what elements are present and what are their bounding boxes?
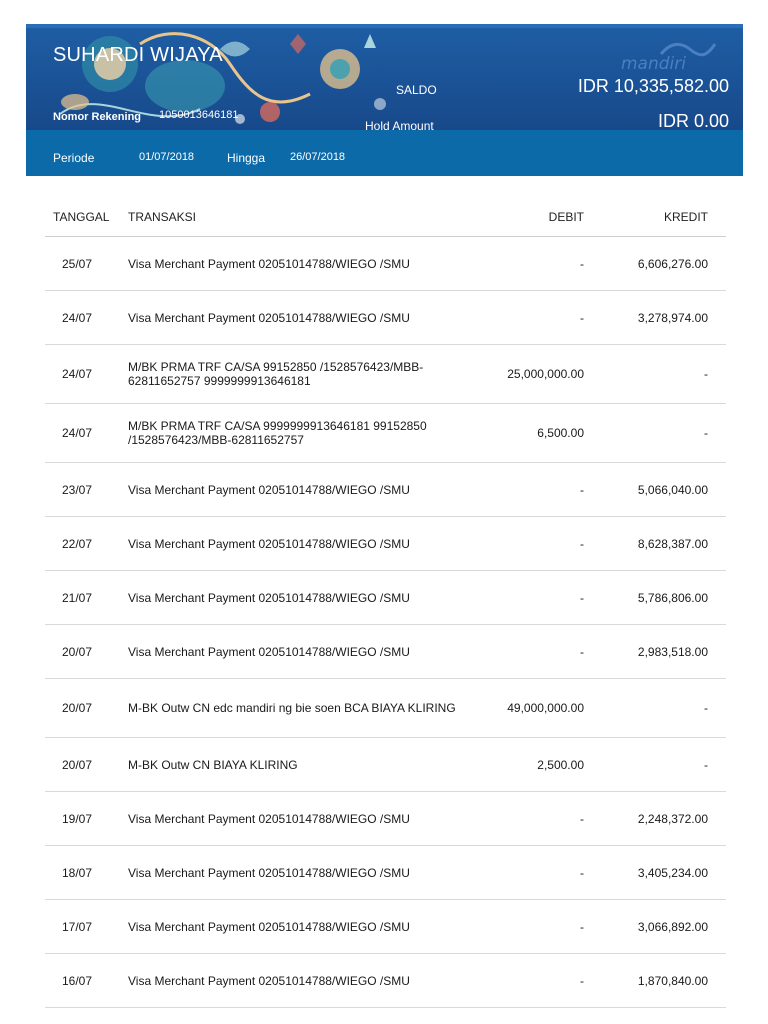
row-debit: -: [580, 590, 584, 605]
table-row: [45, 846, 726, 900]
table-row: [45, 404, 726, 463]
row-credit: -: [704, 757, 708, 772]
row-date: 20/07: [62, 757, 93, 772]
logo-text: mandiri: [621, 54, 686, 74]
table-row: [45, 237, 726, 291]
header-credit: KREDIT: [663, 210, 708, 224]
row-date: 17/07: [62, 919, 93, 934]
row-debit: -: [580, 256, 584, 271]
row-transaction: Visa Merchant Payment 02051014788/WIEGO /SMU: [128, 811, 410, 826]
row-date: 19/07: [62, 811, 93, 826]
row-credit: 1,870,840.00: [637, 973, 708, 988]
table-row: [45, 517, 726, 571]
row-transaction: Visa Merchant Payment 02051014788/WIEGO /SMU: [128, 310, 410, 325]
table-row: [45, 679, 726, 738]
row-date: 25/07: [62, 256, 93, 271]
row-date: 24/07: [62, 367, 93, 381]
row-date: 23/07: [62, 482, 93, 497]
row-credit: 3,278,974.00: [637, 310, 708, 325]
account-number-label: Nomor Rekening: [53, 111, 142, 123]
table-header: [45, 196, 726, 237]
row-debit: -: [580, 310, 584, 325]
account-holder-name: SUHARDI WIJAYA: [53, 44, 223, 66]
row-debit: -: [580, 811, 584, 826]
row-date: 20/07: [62, 644, 93, 659]
row-date: 24/07: [62, 426, 93, 440]
row-transaction: Visa Merchant Payment 02051014788/WIEGO /SMU: [128, 536, 410, 551]
table-row: [45, 291, 726, 345]
row-transaction: Visa Merchant Payment 02051014788/WIEGO /SMU: [128, 256, 410, 271]
row-credit: 2,248,372.00: [637, 811, 708, 826]
row-transaction: Visa Merchant Payment 02051014788/WIEGO /SMU: [128, 865, 410, 880]
period-bar: [26, 130, 743, 176]
period-from-date: 01/07/2018: [139, 151, 195, 163]
row-credit: 6,606,276.00: [637, 256, 708, 271]
table-row: [45, 792, 726, 846]
header-transaction: TRANSAKSI: [128, 210, 197, 224]
row-debit: 49,000,000.00: [507, 701, 584, 715]
row-credit: 3,405,234.00: [637, 865, 708, 880]
row-transaction: Visa Merchant Payment 02051014788/WIEGO /SMU: [128, 644, 410, 659]
row-debit: -: [580, 865, 584, 880]
row-transaction: M/BK PRMA TRF CA/SA 9999999913646181 99152850 /1528576423/MBB-62811652757: [128, 419, 427, 447]
balance-label: SALDO: [396, 83, 437, 97]
table-row: [45, 738, 726, 792]
row-transaction: M-BK Outw CN edc mandiri ng bie soen BCA BIAYA KLIRING: [128, 701, 456, 715]
row-credit: 2,983,518.00: [637, 644, 708, 659]
row-credit: 5,066,040.00: [637, 482, 708, 497]
row-transaction: Visa Merchant Payment 02051014788/WIEGO /SMU: [128, 590, 410, 605]
period-label: Periode: [53, 151, 95, 165]
table-row: [45, 625, 726, 679]
row-transaction: M/BK PRMA TRF CA/SA 99152850 /1528576423/MBB-62811652757 9999999913646181: [128, 360, 424, 388]
row-date: 18/07: [62, 865, 93, 880]
hold-amount-value: IDR 0.00: [657, 111, 729, 130]
row-debit: -: [580, 919, 584, 934]
row-credit: -: [704, 426, 708, 440]
account-header: [26, 24, 743, 130]
row-transaction: Visa Merchant Payment 02051014788/WIEGO /SMU: [128, 973, 410, 988]
table-row: [45, 571, 726, 625]
row-credit: 3,066,892.00: [637, 919, 708, 934]
row-transaction: Visa Merchant Payment 02051014788/WIEGO /SMU: [128, 919, 410, 934]
table-row: [45, 900, 726, 954]
row-debit: -: [580, 644, 584, 659]
header-date: TANGGAL: [53, 210, 110, 224]
row-debit: -: [580, 482, 584, 497]
account-number-value: 1050013646181: [159, 109, 239, 121]
table-body: [45, 237, 726, 1008]
row-date: 24/07: [62, 310, 93, 325]
row-credit: 5,786,806.00: [637, 590, 708, 605]
transaction-table: [45, 196, 726, 1008]
row-debit: 25,000,000.00: [507, 367, 584, 381]
header-debit: DEBIT: [548, 210, 584, 224]
row-credit: 8,628,387.00: [637, 536, 708, 551]
row-credit: -: [704, 367, 708, 381]
row-credit: -: [704, 701, 708, 715]
row-date: 22/07: [62, 536, 93, 551]
row-date: 20/07: [62, 701, 93, 715]
period-to-date: 26/07/2018: [290, 151, 346, 163]
row-date: 16/07: [62, 973, 93, 988]
row-debit: 6,500.00: [537, 426, 584, 440]
table-row: [45, 345, 726, 404]
row-transaction: Visa Merchant Payment 02051014788/WIEGO /SMU: [128, 482, 410, 497]
row-debit: 2,500.00: [537, 757, 584, 772]
row-debit: -: [580, 536, 584, 551]
balance-value: IDR 10,335,582.00: [577, 76, 729, 96]
mandiri-logo: [621, 40, 717, 74]
hold-amount-label: Hold Amount: [365, 119, 434, 130]
row-debit: -: [580, 973, 584, 988]
period-until-label: Hingga: [227, 151, 266, 165]
table-row: [45, 954, 726, 1008]
row-date: 21/07: [62, 590, 93, 605]
row-transaction: M-BK Outw CN BIAYA KLIRING: [128, 757, 298, 772]
table-row: [45, 463, 726, 517]
